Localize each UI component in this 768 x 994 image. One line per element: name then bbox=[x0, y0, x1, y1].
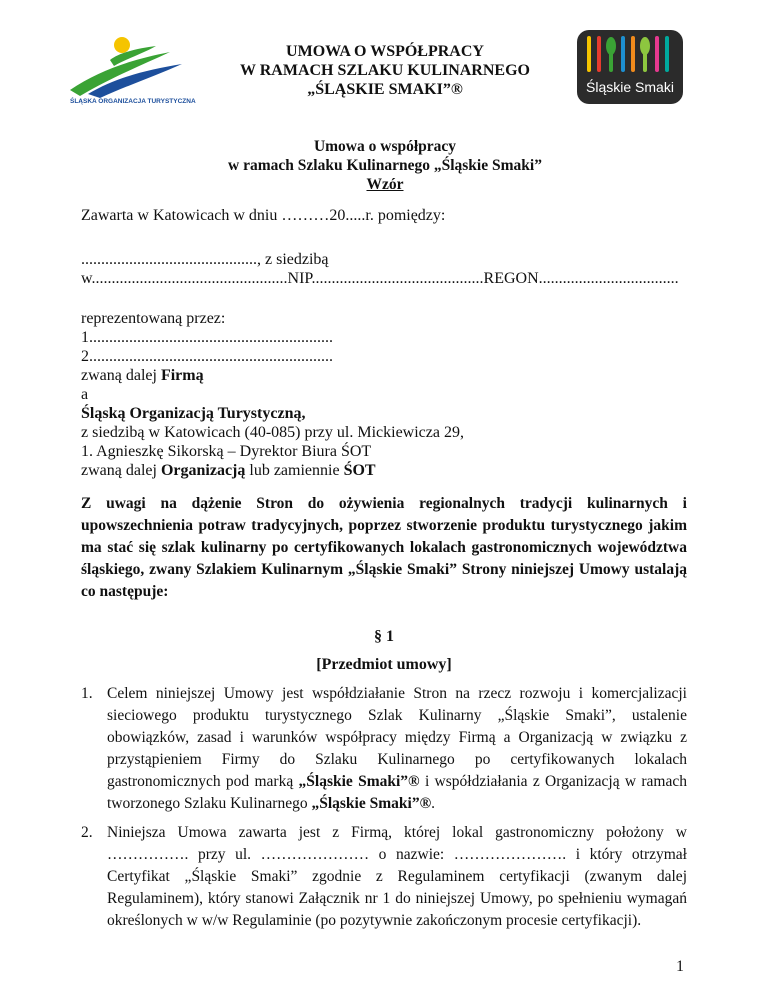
sot-logo-text: ŚLĄSKA ORGANIZACJA TURYSTYCZNA bbox=[70, 98, 196, 105]
subtitle-line-1: Umowa o współpracy bbox=[313, 138, 457, 155]
document-header bbox=[210, 42, 560, 99]
slaskie-smaki-logo bbox=[577, 30, 683, 104]
slaskie-smaki-logo-text: Śląskie Smaki bbox=[586, 79, 674, 95]
list-item-number: 1. bbox=[81, 685, 93, 702]
list-item-text: Niniejsza Umowa zawarta jest z Firmą, której lokal gastronomiczny położony w ……………. przy ul. ………………… o nazwie: …………………. i który otrzymał Certyfikat „Śląskie Smaki” zgodnie z Regulaminem certyfikacji (zwanym dalej Regulaminem), który stanowi Załącznik nr 1 do niniejszej Umowy, po spełnieniu wymagań określonych w w/w Regulaminie (po pozytywnie zakończonym procesie certyfikacji). bbox=[107, 824, 687, 929]
organization-called bbox=[81, 461, 376, 480]
firm-called bbox=[81, 366, 204, 385]
page-number: 1 bbox=[676, 958, 684, 975]
intro-paragraph: Z uwagi na dążenie Stron do ożywienia regionalnych tradycji kulinarnych i upowszechnienia potraw tradycyjnych, poprzez stworzenie produktu turystycznego jakim ma stać się szlak kulinarny po certyfikowanych lokalach gastronomicznych województwa śląskiego, zwany Szlakiem Kulinarnym „Śląskie Smaki” Strony niniejszej Umowy ustalają co następuje: bbox=[81, 495, 687, 600]
and-word: a bbox=[81, 386, 89, 403]
firm-called-prefix: zwaną dalej bbox=[81, 367, 161, 384]
list-item-number: 2. bbox=[81, 824, 93, 841]
organization-representative: 1. Agnieszkę Sikorską – Dyrektor Biura ŚOT bbox=[81, 443, 372, 460]
document-subtitle bbox=[150, 137, 620, 194]
item1-brand-a: „Śląskie Smaki”® bbox=[298, 773, 420, 790]
item1-text-b: i współdziałania z Organizacją w ramach tworzonego Szlaku Kulinarnego bbox=[107, 773, 688, 812]
item1-text-c: . bbox=[431, 795, 436, 812]
item1-text-a: Celem niniejszej Umowy jest współdziałanie Stron na rzecz rozwoju i komercjalizacji sieciowego produktu turystycznego Szlak Kulinarny „Śląskie Smaki”, ustalenie obowiązków, zasad i warunków współpracy między Firmą a Organizacją w związku z przystąpieniem Firmy do Szlaku Kulinarnego po certyfikowanych lokalach gastronomicznych pod marką bbox=[107, 685, 687, 790]
firm-line-2: w.................................................NIP...........................................REGON................................... bbox=[81, 270, 679, 287]
represented-person-2: 2............................................................. bbox=[81, 348, 333, 365]
subtitle-line-2: w ramach Szlaku Kulinarnego „Śląskie Smaki” bbox=[228, 157, 542, 174]
organization-name: Śląską Organizacją Turystyczną, bbox=[81, 405, 306, 422]
sot-logo bbox=[60, 30, 210, 120]
section-title: [Przedmiot umowy] bbox=[316, 656, 452, 673]
org-called-mid: lub zamiennie bbox=[245, 462, 344, 479]
list-item bbox=[81, 822, 687, 932]
organization-address: z siedzibą w Katowicach (40-085) przy ul. Mickiewicza 29, bbox=[81, 424, 464, 441]
represented-person-1: 1............................................................. bbox=[81, 329, 333, 346]
org-called-prefix: zwaną dalej bbox=[81, 462, 161, 479]
header-line-3: „ŚLĄSKIE SMAKI”® bbox=[307, 81, 463, 98]
list-item bbox=[81, 683, 687, 815]
firm-called-name: Firmą bbox=[160, 367, 204, 384]
org-called-abbr: ŚOT bbox=[343, 462, 376, 479]
represented-label: reprezentowaną przez: bbox=[81, 310, 226, 327]
list-item-text bbox=[107, 683, 687, 815]
item1-brand-b: „Śląskie Smaki”® bbox=[311, 795, 432, 812]
org-called-name: Organizacją bbox=[160, 462, 246, 479]
firm-line-1: ............................................, z siedzibą bbox=[81, 251, 329, 268]
section-number: § 1 bbox=[374, 628, 394, 645]
header-line-2: W RAMACH SZLAKU KULINARNEGO bbox=[240, 62, 530, 79]
subtitle-wzor: Wzór bbox=[366, 176, 404, 193]
concluded-line: Zawarta w Katowicach w dniu ………20.....r. pomiędzy: bbox=[81, 207, 446, 224]
sot-logo-graphic bbox=[60, 30, 210, 100]
header-line-1: UMOWA O WSPÓŁPRACY bbox=[286, 43, 484, 60]
